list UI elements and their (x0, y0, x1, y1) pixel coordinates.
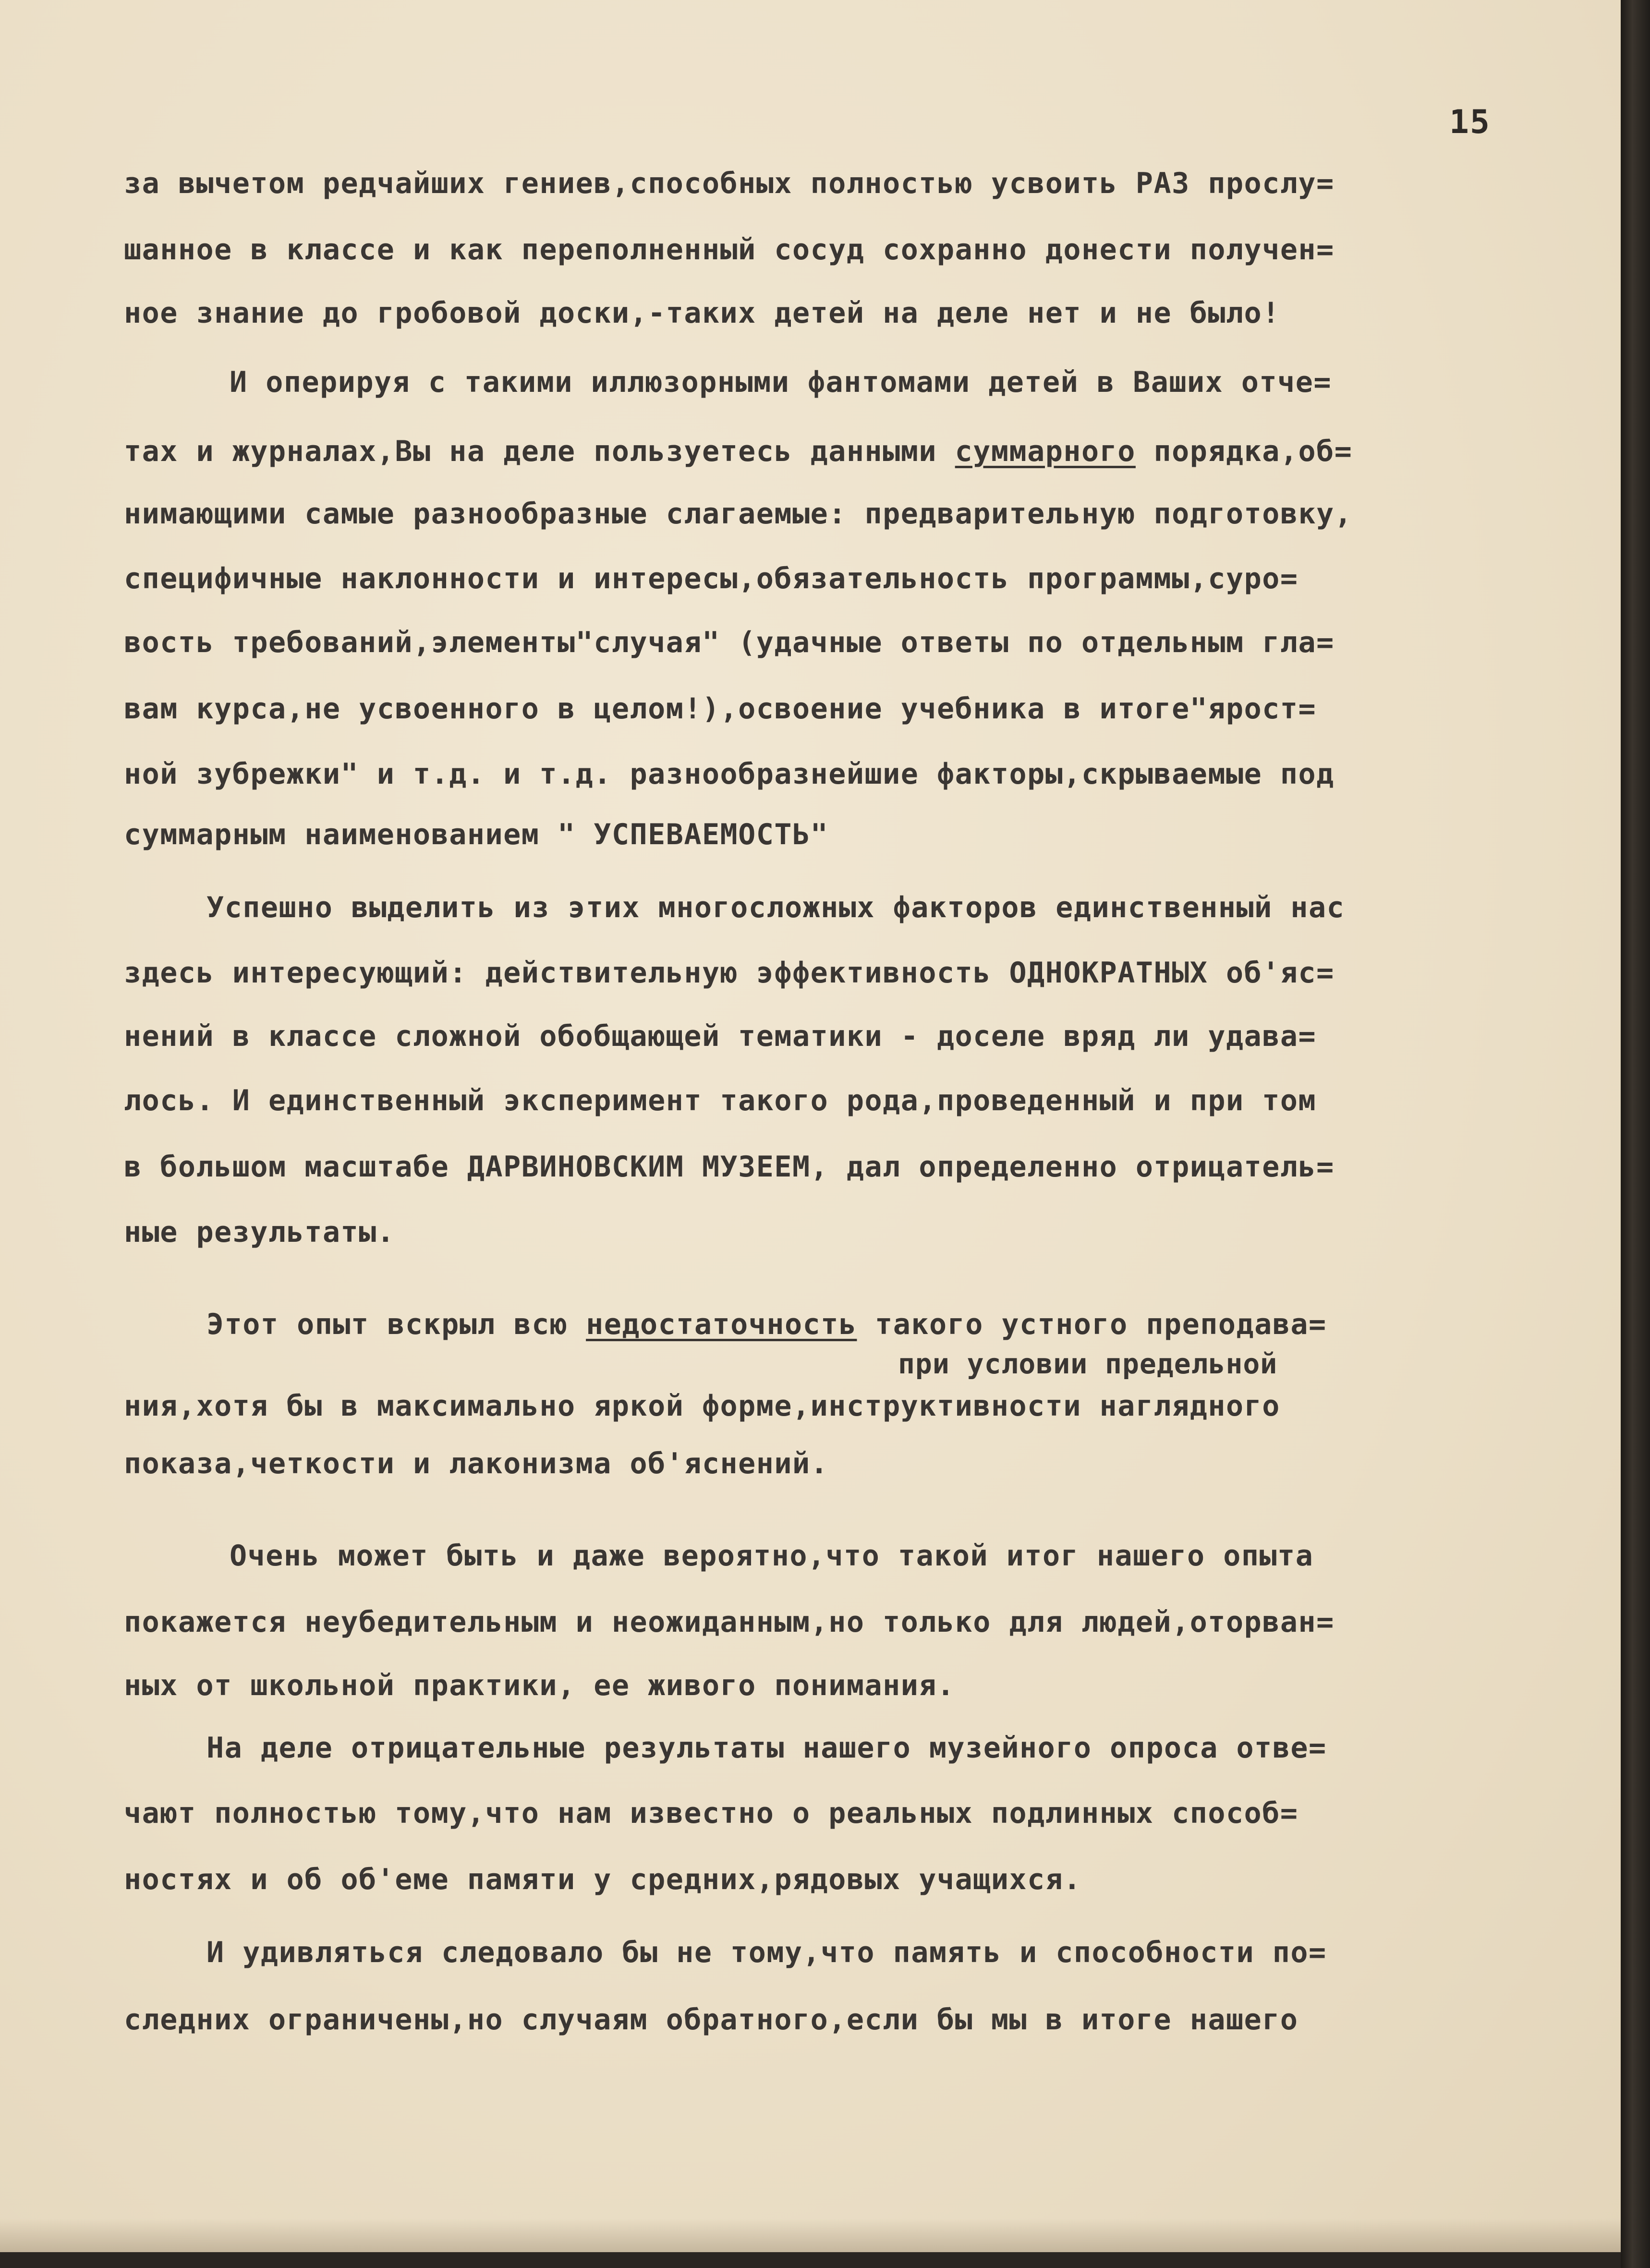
text-line: нений в классе сложной обобщающей тематики - доселе вряд ли удава= (124, 1019, 1317, 1053)
underlined-word: недостаточность (586, 1308, 857, 1341)
text-line: лось. И единственный эксперимент такого рода,проведенный и при том (124, 1084, 1317, 1117)
text-segment: Этот опыт вскрыл всю (206, 1308, 586, 1341)
text-line: здесь интересующий: действительную эффективность ОДНОКРАТНЫХ об'яс= (124, 956, 1335, 990)
text-line: На деле отрицательные результаты нашего музейного опроса отве= (206, 1731, 1327, 1765)
text-line: Очень может быть и даже вероятно,что такой итог нашего опыта (230, 1539, 1314, 1573)
handwritten-insert: при условии предельной (898, 1347, 1278, 1380)
text-line: ной зубрежки" и т.д. и т.д. разнообразнейшие факторы,скрываемые под (124, 757, 1335, 791)
text-line: шанное в классе и как переполненный сосуд сохранно донести получен= (124, 233, 1335, 267)
text-line: ностях и об об'еме памяти у средних,рядовых учащихся. (124, 1863, 1082, 1896)
text-line (206, 1310, 1327, 1339)
text-line: ные результаты. (124, 1215, 395, 1249)
text-line: вость требований,элементы"случая" (удачные ответы по отдельным гла= (124, 626, 1335, 659)
text-line: вам курса,не усвоенного в целом!),освоение учебника в итоге"ярост= (124, 692, 1317, 726)
page-number: 15 (1449, 103, 1491, 141)
text-line: ных от школьной практики, ее живого понимания. (124, 1669, 955, 1702)
text-segment: такого устного преподава= (857, 1308, 1327, 1341)
page-bottom-shadow (0, 2219, 1621, 2252)
text-line: Успешно выделить из этих многосложных факторов единственный нас (206, 891, 1345, 924)
text-line: в большом масштабе ДАРВИНОВСКИМ МУЗЕЕМ, дал определенно отрицатель= (124, 1150, 1335, 1184)
text-segment: порядка,об= (1135, 435, 1353, 468)
page-edge-shadow (1621, 0, 1650, 2268)
text-line: ния,хотя бы в максимально яркой форме,инструктивности наглядного (124, 1389, 1280, 1423)
text-line: нимающими самые разнообразные слагаемые: предварительную подготовку, (124, 497, 1353, 531)
text-line: за вычетом редчайших гениев,способных полностью усвоить РАЗ прослу= (124, 167, 1335, 200)
text-line: И удивляться следовало бы не тому,что память и способности по= (206, 1936, 1327, 1969)
text-line: специфичные наклонности и интересы,обязательность программы,суро= (124, 562, 1298, 595)
text-line (124, 437, 1352, 466)
text-line: покажется неубедительным и неожиданным,но только для людей,оторван= (124, 1605, 1335, 1639)
text-segment: тах и журналах,Вы на деле пользуетесь данными (124, 435, 955, 468)
text-line: суммарным наименованием " УСПЕВАЕМОСТЬ" (124, 818, 829, 851)
text-line: чают полностью тому,что нам известно о реальных подлинных способ= (124, 1796, 1298, 1830)
underlined-word: суммарного (955, 435, 1136, 468)
text-line: следних ограничены,но случаям обратного,если бы мы в итоге нашего (124, 2003, 1298, 2037)
text-line: И оперируя с такими иллюзорными фантомами детей в Ваших отче= (230, 365, 1332, 399)
text-line: ное знание до гробовой доски,-таких детей на деле нет и не было! (124, 296, 1280, 330)
text-line: показа,четкости и лаконизма об'яснений. (124, 1447, 829, 1480)
